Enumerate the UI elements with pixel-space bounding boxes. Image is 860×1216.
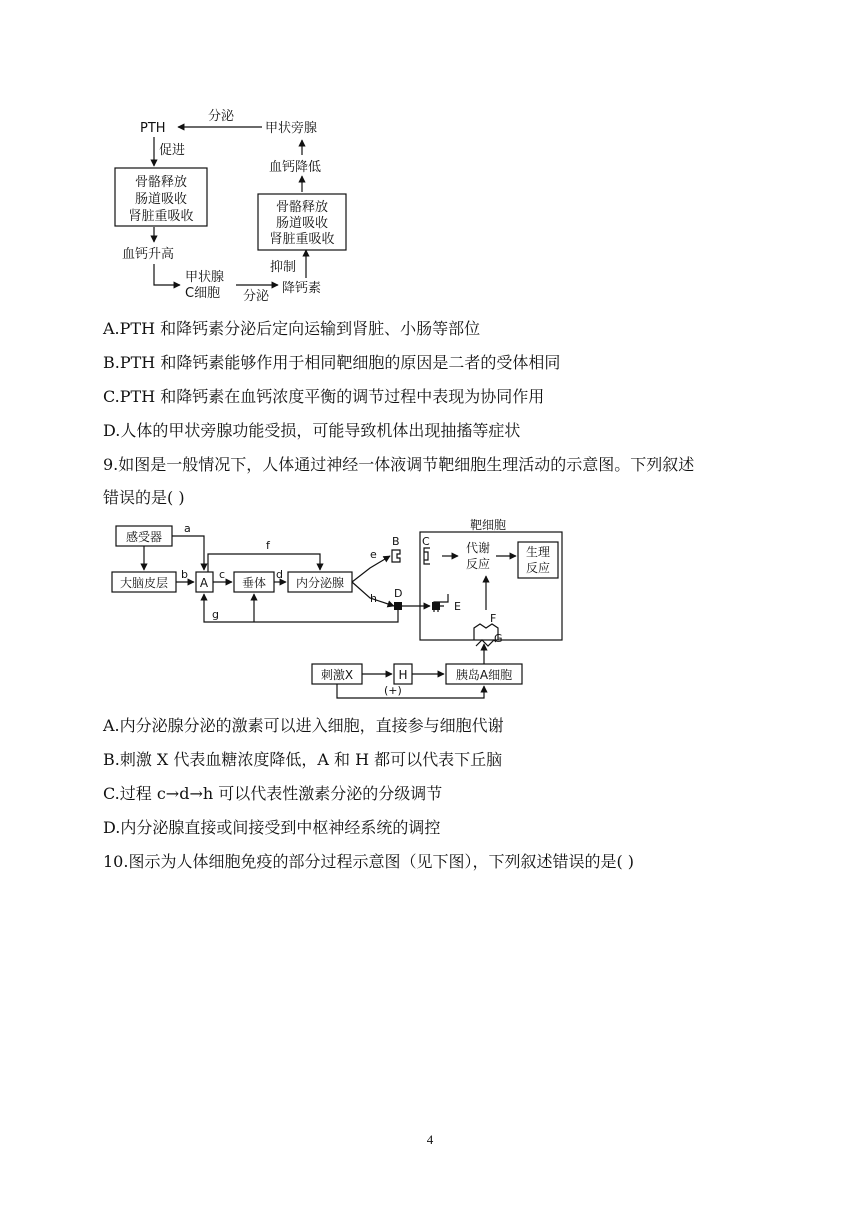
letter-f: f — [266, 539, 270, 552]
q9-option-d: D.内分泌腺直接或间接受到中枢神经系统的调控 — [103, 818, 441, 837]
letter-e: e — [370, 548, 377, 561]
hormone-b-shape — [392, 550, 400, 562]
secrete-top-label: 分泌 — [208, 109, 235, 124]
islet-label: 胰岛A细胞 — [455, 668, 513, 682]
q10-stem: 10.图示为人体细胞免疫的部分过程示意图（见下图），下列叙述错误的是( ) — [103, 852, 635, 871]
inhibit-label: 抑制 — [270, 260, 297, 275]
parathyroid-label: 甲状旁腺 — [265, 121, 318, 136]
left-box-line2: 肠道吸收 — [134, 192, 188, 207]
figure-neuro-humoral — [108, 518, 570, 710]
calcitonin-label: 降钙素 — [282, 281, 322, 296]
figure-calcium-regulation — [110, 100, 360, 305]
metabolic-line1: 代谢 — [465, 541, 491, 555]
right-box-line1: 骨骼释放 — [275, 200, 329, 215]
q9-stem-line1: 9.如图是一般情况下，人体通过神经一体液调节靶细胞生理活动的示意图。下列叙述 — [103, 455, 695, 474]
letter-B: B — [392, 535, 400, 548]
q9-option-b: B.刺激 X 代表血糖浓度降低，A 和 H 都可以代表下丘脑 — [103, 750, 503, 769]
left-box-line1: 骨骼释放 — [134, 175, 188, 190]
secrete-bottom-label: 分泌 — [243, 289, 270, 304]
q8-option-d: D.人体的甲状旁腺功能受损，可能导致机体出现抽搐等症状 — [103, 421, 521, 440]
pituitary-label: 垂体 — [241, 576, 267, 590]
cortex-label: 大脑皮层 — [119, 576, 169, 590]
q8-option-b: B.PTH 和降钙素能够作用于相同靶细胞的原因是二者的受体相同 — [103, 353, 561, 372]
right-box-line2: 肠道吸收 — [275, 216, 329, 231]
promote-label: 促进 — [159, 143, 186, 158]
target-cell-label: 靶细胞 — [469, 518, 507, 532]
q9-option-c: C.过程 c→d→h 可以代表性激素分泌的分级调节 — [103, 784, 443, 803]
physiological-line2: 反应 — [525, 561, 551, 575]
receptor-label: 感受器 — [125, 530, 163, 544]
letter-g: g — [212, 608, 219, 621]
pth-label: PTH — [140, 121, 166, 136]
letter-E: E — [454, 600, 461, 613]
q9-stem-line2: 错误的是( ) — [103, 488, 185, 507]
h-label: H — [398, 668, 408, 682]
calcium-low-label: 血钙降低 — [269, 160, 322, 175]
hormone-g-shape — [476, 640, 496, 646]
left-box-line3: 肾脏重吸收 — [128, 209, 194, 224]
page-number: 4 — [426, 1132, 434, 1147]
plus-label: (+) — [384, 684, 402, 697]
q9-option-a: A.内分泌腺分泌的激素可以进入细胞，直接参与细胞代谢 — [103, 716, 504, 735]
endocrine-label: 内分泌腺 — [295, 576, 345, 590]
hormone-d-square — [394, 602, 402, 610]
letter-h: h — [370, 592, 377, 605]
letter-d: d — [276, 568, 283, 581]
calcium-high-label: 血钙升高 — [122, 247, 175, 262]
letter-c: c — [219, 568, 226, 581]
q8-option-a: A.PTH 和降钙素分泌后定向运输到肾脏、小肠等部位 — [103, 319, 481, 338]
letter-C: C — [422, 535, 430, 548]
receptor-c-shape — [424, 548, 430, 564]
thyroid-c-line1: 甲状腺 — [185, 270, 225, 285]
metabolic-line2: 反应 — [465, 557, 491, 571]
right-box-line3: 肾脏重吸收 — [269, 232, 335, 247]
letter-F: F — [490, 612, 497, 625]
physiological-line1: 生理 — [525, 545, 551, 559]
stimulus-label: 刺激X — [320, 668, 354, 682]
a-label: A — [199, 576, 209, 590]
letter-G: G — [494, 632, 503, 645]
letter-b: b — [181, 568, 188, 581]
thyroid-c-line2: C细胞 — [185, 286, 221, 301]
hormone-e-square — [432, 602, 440, 610]
letter-D: D — [394, 587, 403, 600]
letter-a: a — [184, 522, 191, 535]
q8-option-c: C.PTH 和降钙素在血钙浓度平衡的调节过程中表现为协同作用 — [103, 387, 545, 406]
